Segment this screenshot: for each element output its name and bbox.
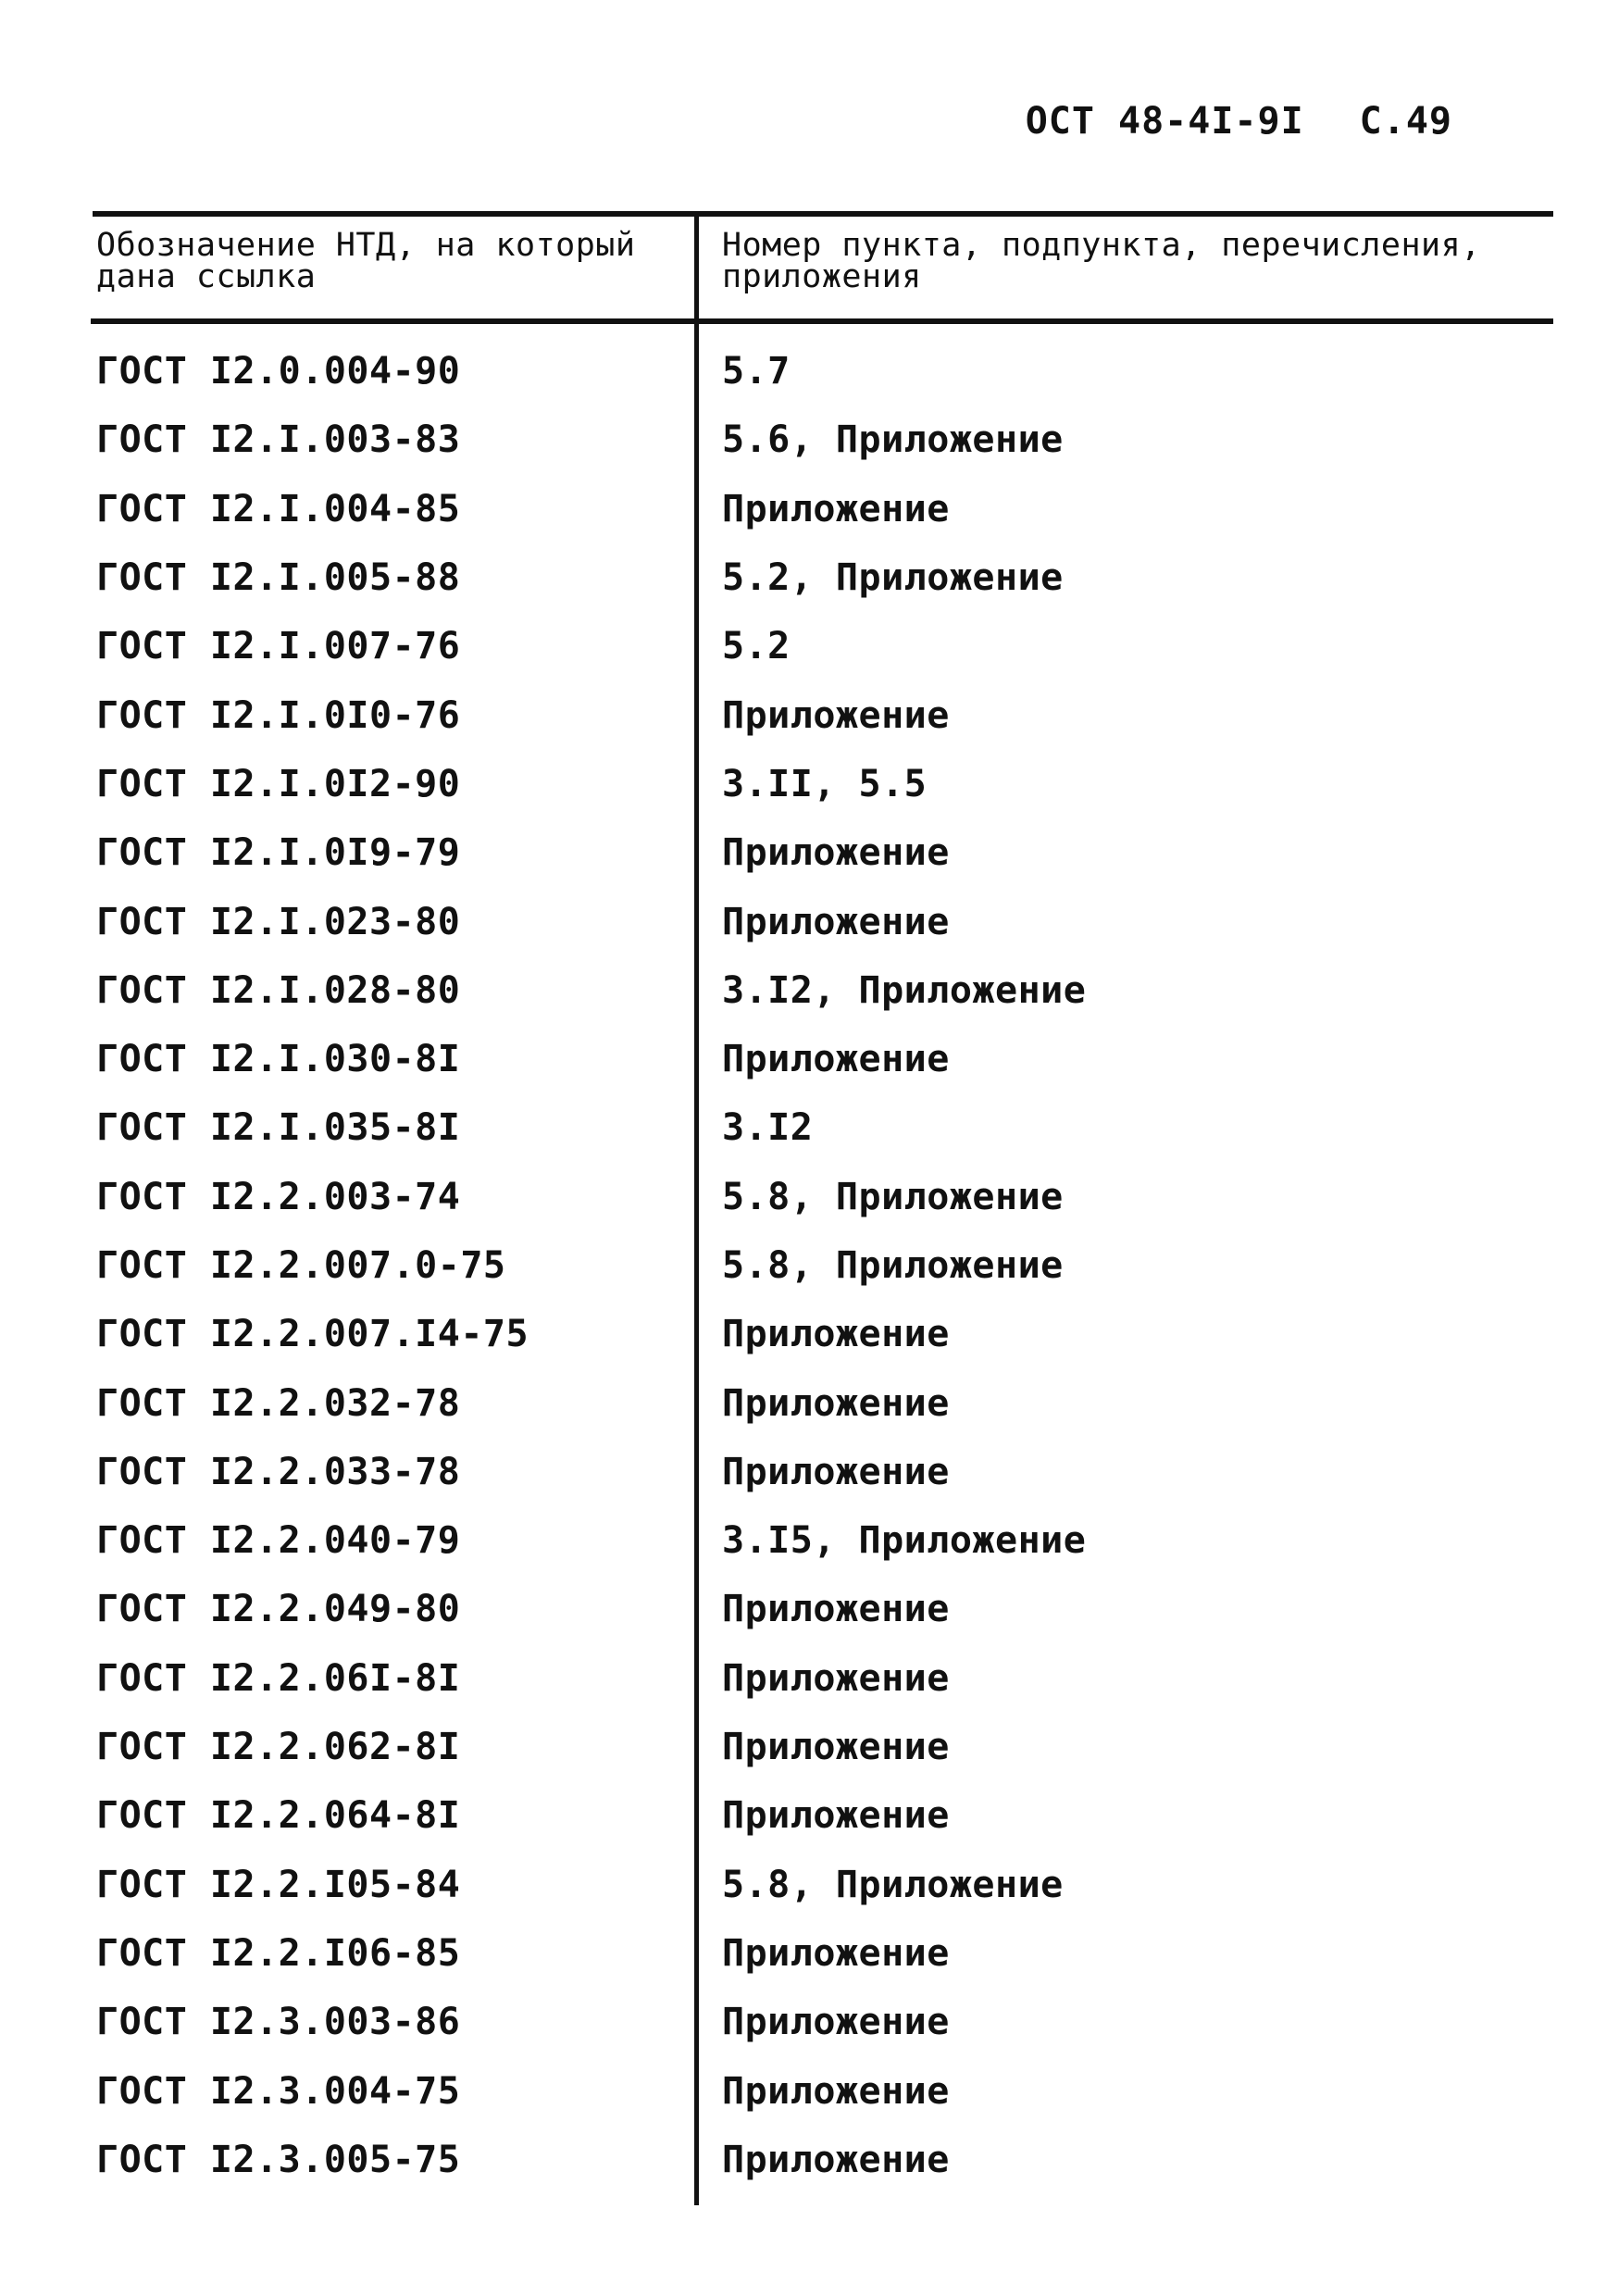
clause-cell: Приложение [722,1450,950,1493]
table-row [89,1851,1553,1919]
column-header-clause: Номер пункта, подпункта, перечисления, приложения [722,227,1481,295]
designation-cell: ГОСТ I2.2.007.0-75 [96,1244,506,1287]
clause-cell: Приложение [722,1931,950,1975]
clause-cell: Приложение [722,2069,950,2113]
clause-cell: Приложение [722,1313,950,1356]
table-row [89,1300,1553,1368]
clause-cell: 5.2, Приложение [722,556,1064,600]
clause-cell: Приложение [722,487,950,530]
designation-cell: ГОСТ I2.2.I05-84 [96,1863,461,1906]
table-row [89,1025,1553,1093]
designation-cell: ГОСТ I2.2.040-79 [96,1519,461,1563]
table-row [89,1093,1553,1162]
designation-cell: ГОСТ I2.I.004-85 [96,487,461,530]
clause-cell: Приложение [722,1038,950,1081]
table-row [89,1368,1553,1437]
clause-cell: 5.8, Приложение [722,1175,1064,1218]
table-row [89,1713,1553,1781]
designation-cell: ГОСТ I2.2.062-8I [96,1726,461,1769]
table-row [89,406,1553,474]
table-row [89,475,1553,543]
clause-cell: 5.6, Приложение [722,418,1064,462]
table-row [89,612,1553,680]
clause-cell: 5.7 [722,350,791,393]
designation-cell: ГОСТ I2.3.005-75 [96,2138,461,2181]
designation-cell: ГОСТ I2.I.005-88 [96,556,461,600]
designation-cell: ГОСТ I2.2.003-74 [96,1175,461,1218]
table-row [89,543,1553,612]
table-body [89,324,1553,2194]
designation-cell: ГОСТ I2.2.032-78 [96,1381,461,1425]
clause-cell: Приложение [722,831,950,875]
table-row [89,1644,1553,1713]
clause-cell: 5.2 [722,625,791,668]
designation-cell: ГОСТ I2.I.0I2-90 [96,762,461,805]
designation-cell: ГОСТ I2.I.023-80 [96,900,461,943]
table-row [89,1781,1553,1850]
designation-cell: ГОСТ I2.3.004-75 [96,2069,461,2113]
clause-cell: 3.I2 [722,1106,814,1150]
designation-cell: ГОСТ I2.2.I06-85 [96,1931,461,1975]
designation-cell: ГОСТ I2.I.030-8I [96,1038,461,1081]
designation-cell: ГОСТ I2.I.0I9-79 [96,831,461,875]
designation-cell: ГОСТ I2.2.049-80 [96,1588,461,1631]
clause-cell: 3.I5, Приложение [722,1519,1087,1563]
clause-cell: 5.8, Приложение [722,1244,1064,1287]
clause-cell: 3.I2, Приложение [722,968,1087,1012]
designation-cell: ГОСТ I2.0.004-90 [96,350,461,393]
designation-cell: ГОСТ I2.I.003-83 [96,418,461,462]
table-header-row [89,217,1553,318]
designation-cell: ГОСТ I2.I.007-76 [96,625,461,668]
page-header [1026,100,1452,143]
clause-cell: Приложение [722,1588,950,1631]
designation-cell: ГОСТ I2.2.06I-8I [96,1656,461,1700]
table-row [89,750,1553,818]
table-row [89,1919,1553,1988]
table-row [89,1231,1553,1300]
clause-cell: Приложение [722,2001,950,2044]
table-row [89,1988,1553,2056]
column-header-designation: Обозначение НТД, на который дана ссылка [96,227,636,295]
clause-cell: Приложение [722,1726,950,1769]
table-row [89,337,1553,406]
table-row [89,956,1553,1025]
table-row [89,1163,1553,1231]
designation-cell: ГОСТ I2.2.064-8I [96,1794,461,1838]
designation-cell: ГОСТ I2.3.003-86 [96,2001,461,2044]
clause-cell: 3.II, 5.5 [722,762,928,805]
clause-cell: Приложение [722,1794,950,1838]
clause-cell: Приложение [722,1381,950,1425]
designation-cell: ГОСТ I2.I.0I0-76 [96,693,461,737]
designation-cell: ГОСТ I2.2.033-78 [96,1450,461,1493]
clause-cell: Приложение [722,2138,950,2181]
table-row [89,2126,1553,2194]
page-number: С.49 [1359,100,1452,143]
column-divider [694,217,699,2205]
table-row [89,818,1553,887]
table-row [89,680,1553,749]
clause-cell: Приложение [722,1656,950,1700]
clause-cell: 5.8, Приложение [722,1863,1064,1906]
table-row [89,1506,1553,1575]
designation-cell: ГОСТ I2.2.007.I4-75 [96,1313,529,1356]
designation-cell: ГОСТ I2.I.028-80 [96,968,461,1012]
document-code: ОСТ 48-4I-9I [1025,100,1304,143]
table-row [89,1575,1553,1643]
table-row [89,2056,1553,2125]
reference-table [89,211,1553,2194]
table-row [89,887,1553,955]
clause-cell: Приложение [722,900,950,943]
table-row [89,1438,1553,1506]
clause-cell: Приложение [722,693,950,737]
designation-cell: ГОСТ I2.I.035-8I [96,1106,461,1150]
